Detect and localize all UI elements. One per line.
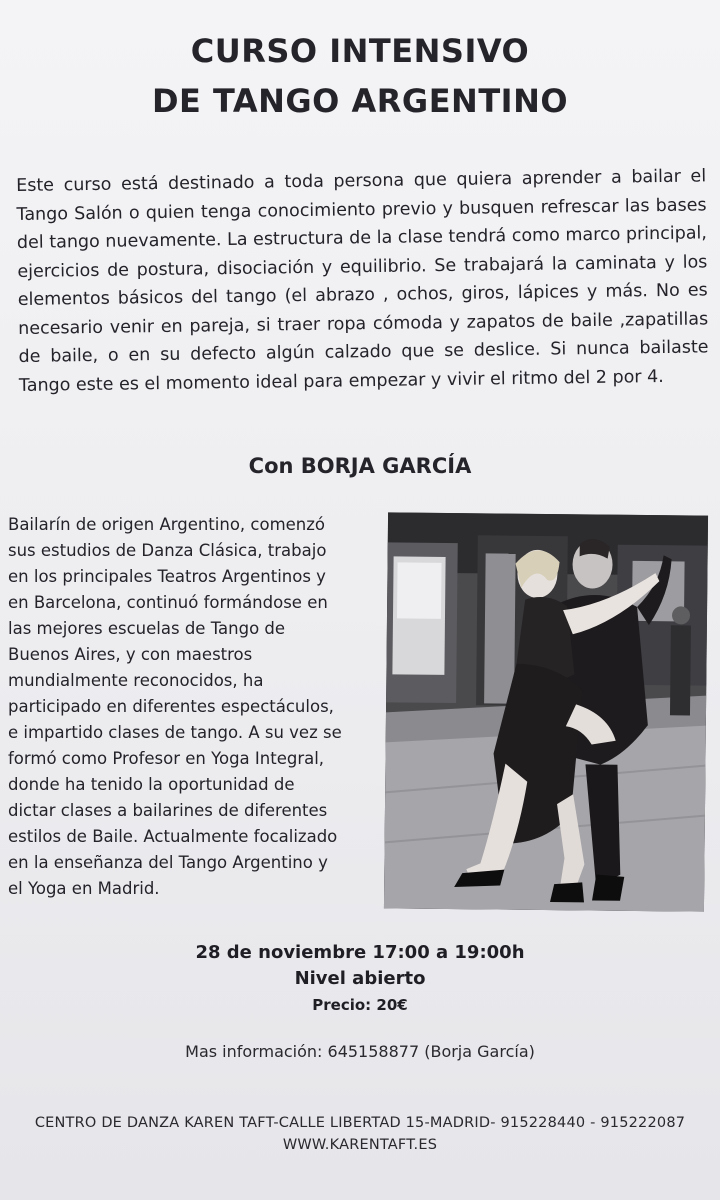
bio-line: en los principales Teatros Argentinos y xyxy=(8,567,326,586)
bio-line: el Yoga en Madrid. xyxy=(8,879,160,898)
bio-line: formó como Profesor en Yoga Integral, xyxy=(8,749,325,768)
venue-footer xyxy=(0,1112,720,1156)
event-level: Nivel abierto xyxy=(294,968,426,989)
bio-line: sus estudios de Danza Clásica, trabajo xyxy=(8,541,327,560)
bio-line: dictar clases a bailarines de diferentes xyxy=(8,801,328,820)
venue-website: WWW.KARENTAFT.ES xyxy=(282,1137,438,1153)
instructor-bio xyxy=(8,512,368,902)
bio-line: en la enseñanza del Tango Argentino y xyxy=(8,853,328,872)
bio-line: Bailarín de origen Argentino, comenzó xyxy=(8,515,326,534)
bio-line: las mejores escuelas de Tango de xyxy=(8,619,286,638)
event-price: Precio: 20€ xyxy=(312,996,408,1014)
instructor-heading: Con BORJA GARCÍA xyxy=(248,454,472,478)
bio-line: participado en diferentes espectáculos, xyxy=(8,697,334,716)
flyer-title xyxy=(0,26,720,126)
title-line-2: DE TANGO ARGENTINO xyxy=(151,82,569,120)
bio-line: e impartido clases de tango. A su vez se xyxy=(8,723,342,742)
contact-info: Mas información: 645158877 (Borja García) xyxy=(185,1042,535,1061)
event-date: 28 de noviembre 17:00 a 19:00h xyxy=(195,942,525,963)
tango-dancers-photo xyxy=(384,512,708,911)
event-details xyxy=(0,940,720,1018)
title-line-1: CURSO INTENSIVO xyxy=(190,32,530,70)
bio-line: donde ha tenido la oportunidad de xyxy=(8,775,295,794)
course-description: Este curso está destinado a toda persona que quiera aprender a bailar el Tango Salón o quien tenga conocimiento previo y busquen refrescar las bases del tango nuevamente. La estructura de la clase tendrá como marco principal, ejercicios de postura, disociación y equilibrio. Se trabajará la caminata y los elementos básicos del tango (el abrazo , ochos, giros, lápices y más. No es necesario venir en pareja, si traer ropa cómoda y zapatos de baile ,zapatillas de baile, o en su defecto algún calzado que se deslice. Si nunca bailaste Tango este es el momento ideal para empezar y vivir el ritmo del 2 por 4. xyxy=(16,166,709,396)
bio-line: en Barcelona, continuó formándose en xyxy=(8,593,328,612)
bio-line: estilos de Baile. Actualmente focalizado xyxy=(8,827,338,846)
venue-address: CENTRO DE DANZA KAREN TAFT-CALLE LIBERTAD 15-MADRID- 915228440 - 915222087 xyxy=(34,1115,686,1131)
bio-line: mundialmente reconocidos, ha xyxy=(8,671,264,690)
bio-line: Buenos Aires, y con maestros xyxy=(8,645,253,664)
